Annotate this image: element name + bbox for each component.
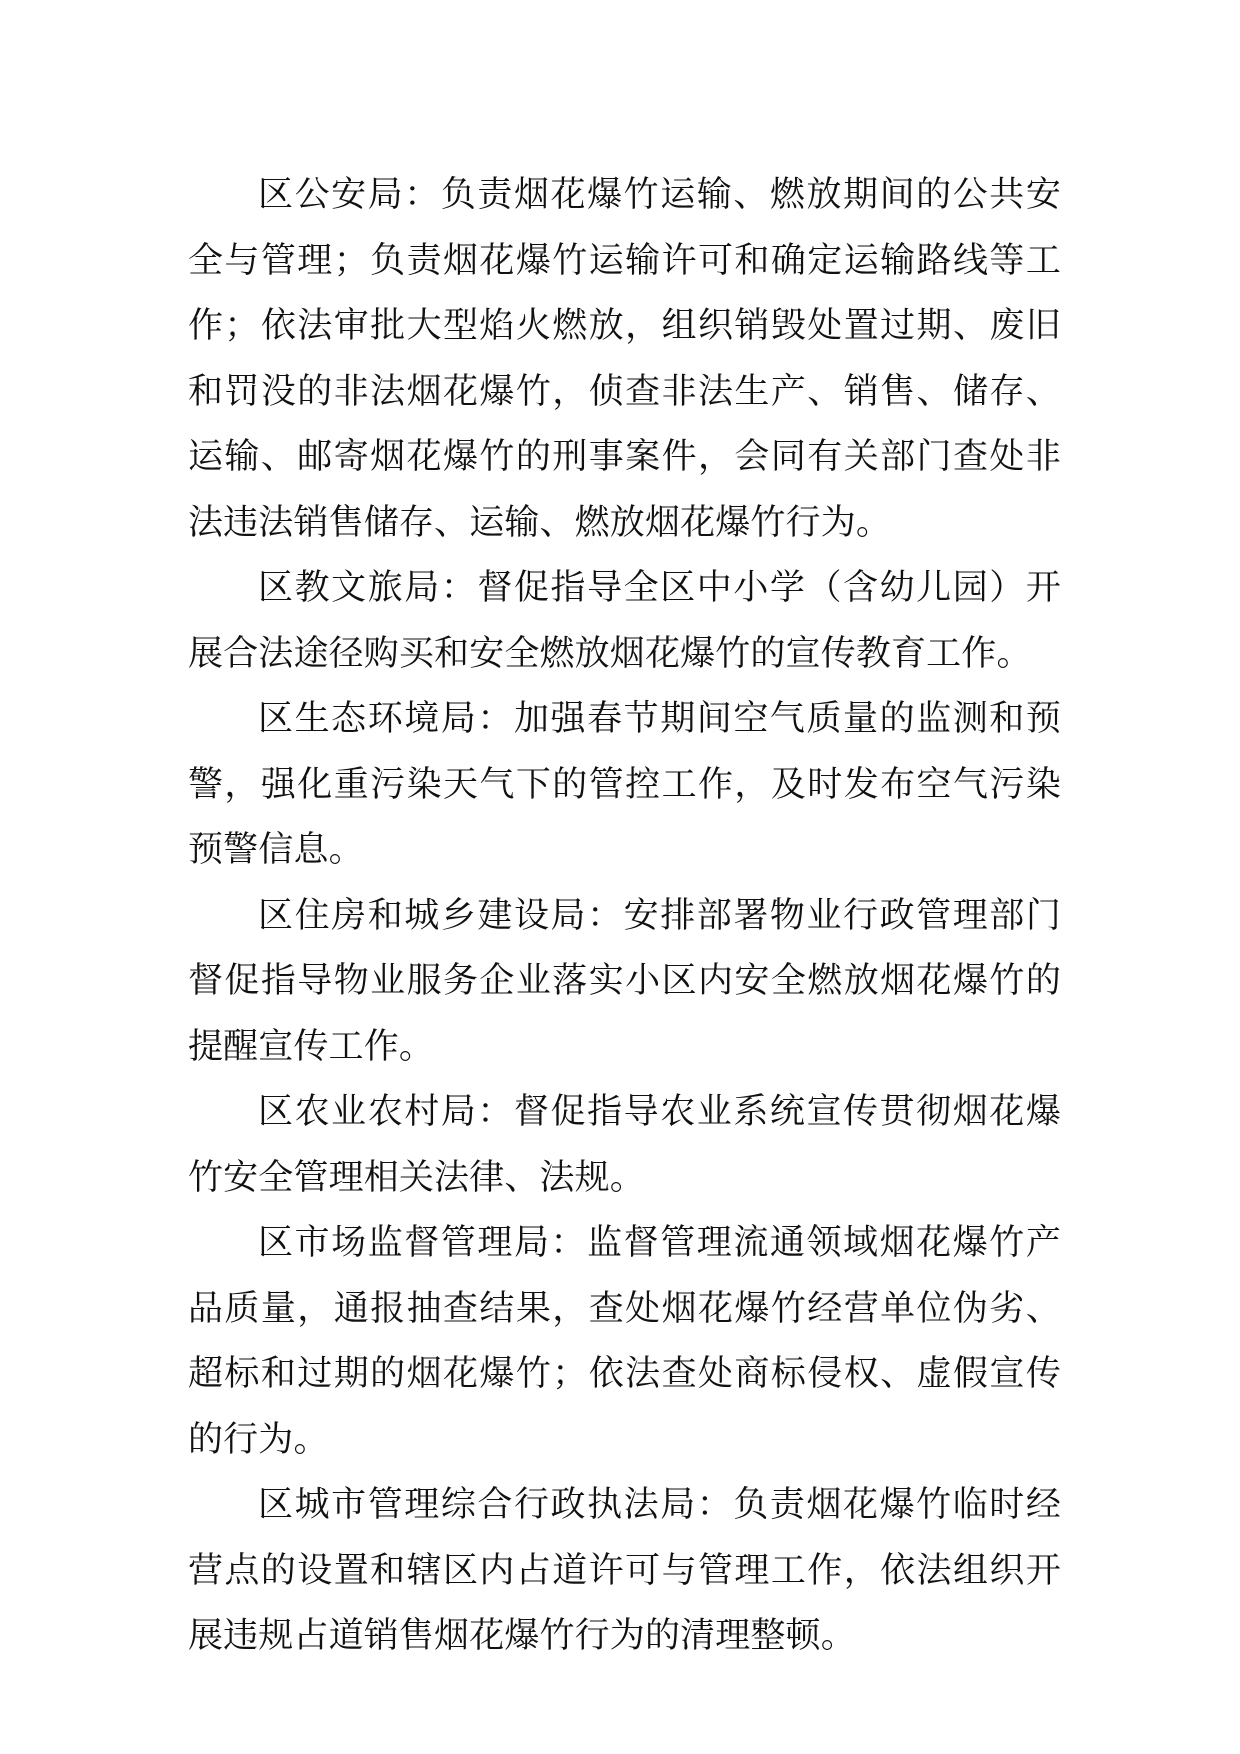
paragraph-housing-construction-bureau: 区住房和城乡建设局：安排部署物业行政管理部门督促指导物业服务企业落实小区内安全燃放烟花爆竹的提醒宣传工作。 (188, 895, 1061, 1067)
paragraph-urban-management-enforcement-bureau: 区城市管理综合行政执法局：负责烟花爆竹临时经营点的设置和辖区内占道许可与管理工作，依法组织开展违规占道销售烟花爆竹行为的清理整顿。 (188, 1485, 1061, 1656)
paragraph-ecology-environment-bureau: 区生态环境局：加强春节期间空气质量的监测和预警，强化重污染天气下的管控工作，及时发布空气污染预警信息。 (188, 699, 1061, 870)
paragraph-market-supervision-bureau: 区市场监督管理局：监督管理流通领域烟花爆竹产品质量，通报抽查结果，查处烟花爆竹经营单位伪劣、超标和过期的烟花爆竹；依法查处商标侵权、虚假宣传的行为。 (188, 1223, 1061, 1460)
paragraph-agriculture-rural-bureau: 区农业农村局：督促指导农业系统宣传贯彻烟花爆竹安全管理相关法律、法规。 (188, 1092, 1061, 1198)
paragraph-public-security-bureau: 区公安局：负责烟花爆竹运输、燃放期间的公共安全与管理；负责烟花爆竹运输许可和确定运输路线等工作；依法审批大型焰火燃放，组织销毁处置过期、废旧和罚没的非法烟花爆竹，侦查非法生产、销售、储存、运输、邮寄烟花爆竹的刑事案件，会同有关部门查处非法违法销售储存、运输、燃放烟花爆竹行为。 (188, 175, 1061, 543)
document-body (188, 163, 1061, 1670)
paragraph-education-culture-tourism-bureau: 区教文旅局：督促指导全区中小学（含幼儿园）开展合法途径购买和安全燃放烟花爆竹的宣传教育工作。 (188, 568, 1061, 674)
